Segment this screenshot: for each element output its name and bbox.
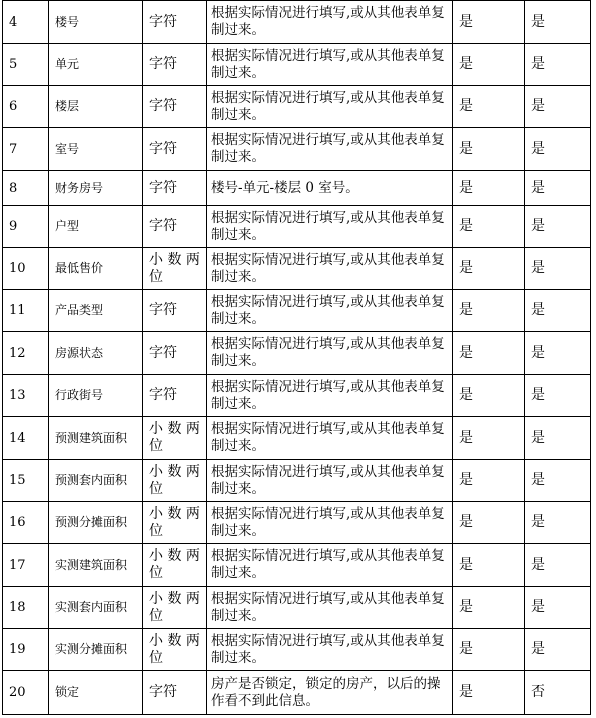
field-description: 根据实际情况进行填写,或从其他表单复制过来。	[207, 629, 453, 671]
row-number: 17	[3, 544, 49, 587]
field-name: 单元	[49, 44, 143, 86]
required-flag: 是	[453, 375, 525, 417]
field-type: 字符	[143, 332, 207, 375]
row-number: 8	[3, 171, 49, 206]
row-number: 15	[3, 460, 49, 502]
field-type: 小 数 两位	[143, 417, 207, 460]
field-type: 字符	[143, 375, 207, 417]
field-description: 根据实际情况进行填写,或从其他表单复制过来。	[207, 502, 453, 544]
field-description: 根据实际情况进行填写,或从其他表单复制过来。	[207, 44, 453, 86]
field-type: 字符	[143, 290, 207, 332]
field-name: 户型	[49, 206, 143, 248]
visible-flag: 是	[525, 375, 591, 417]
visible-flag: 是	[525, 502, 591, 544]
table-row	[3, 671, 591, 715]
visible-flag: 是	[525, 248, 591, 290]
field-name: 行政街号	[49, 375, 143, 417]
field-description: 根据实际情况进行填写,或从其他表单复制过来。	[207, 206, 453, 248]
required-flag: 是	[453, 460, 525, 502]
field-type: 字符	[143, 1, 207, 44]
field-type: 字符	[143, 671, 207, 715]
visible-flag: 是	[525, 86, 591, 128]
row-number: 16	[3, 502, 49, 544]
row-number: 12	[3, 332, 49, 375]
field-name: 产品类型	[49, 290, 143, 332]
row-number: 9	[3, 206, 49, 248]
table-row	[3, 1, 591, 44]
visible-flag: 是	[525, 587, 591, 629]
table-body	[3, 1, 591, 715]
row-number: 10	[3, 248, 49, 290]
table-row	[3, 128, 591, 171]
table-row	[3, 206, 591, 248]
field-name: 楼号	[49, 1, 143, 44]
field-type: 字符	[143, 171, 207, 206]
table-row	[3, 502, 591, 544]
visible-flag: 是	[525, 1, 591, 44]
row-number: 14	[3, 417, 49, 460]
visible-flag: 是	[525, 44, 591, 86]
row-number: 5	[3, 44, 49, 86]
table-row	[3, 44, 591, 86]
visible-flag: 是	[525, 629, 591, 671]
field-description: 根据实际情况进行填写,或从其他表单复制过来。	[207, 417, 453, 460]
table-row	[3, 375, 591, 417]
required-flag: 是	[453, 544, 525, 587]
field-name: 房源状态	[49, 332, 143, 375]
visible-flag: 是	[525, 544, 591, 587]
table-row	[3, 629, 591, 671]
field-description: 根据实际情况进行填写,或从其他表单复制过来。	[207, 1, 453, 44]
visible-flag: 是	[525, 460, 591, 502]
field-description: 根据实际情况进行填写,或从其他表单复制过来。	[207, 587, 453, 629]
required-flag: 是	[453, 502, 525, 544]
field-type: 小 数 两位	[143, 248, 207, 290]
table-row	[3, 86, 591, 128]
row-number: 4	[3, 1, 49, 44]
field-type: 字符	[143, 44, 207, 86]
table-row	[3, 171, 591, 206]
row-number: 6	[3, 86, 49, 128]
table-row	[3, 417, 591, 460]
field-name: 最低售价	[49, 248, 143, 290]
visible-flag: 是	[525, 206, 591, 248]
required-flag: 是	[453, 587, 525, 629]
visible-flag: 是	[525, 171, 591, 206]
row-number: 19	[3, 629, 49, 671]
field-type: 小 数 两位	[143, 460, 207, 502]
field-description: 根据实际情况进行填写,或从其他表单复制过来。	[207, 290, 453, 332]
required-flag: 是	[453, 671, 525, 715]
field-description: 楼号-单元-楼层 0 室号。	[207, 171, 453, 206]
row-number: 20	[3, 671, 49, 715]
table-row	[3, 332, 591, 375]
field-description: 根据实际情况进行填写,或从其他表单复制过来。	[207, 248, 453, 290]
field-name: 实测套内面积	[49, 587, 143, 629]
field-spec-table	[2, 0, 591, 715]
required-flag: 是	[453, 629, 525, 671]
field-description: 房产是否锁定，锁定的房产，以后的操作看不到此信息。	[207, 671, 453, 715]
table-row	[3, 248, 591, 290]
visible-flag: 是	[525, 290, 591, 332]
row-number: 18	[3, 587, 49, 629]
visible-flag: 否	[525, 671, 591, 715]
field-type: 小 数 两位	[143, 502, 207, 544]
required-flag: 是	[453, 290, 525, 332]
visible-flag: 是	[525, 128, 591, 171]
required-flag: 是	[453, 86, 525, 128]
visible-flag: 是	[525, 417, 591, 460]
field-type: 小 数 两位	[143, 587, 207, 629]
required-flag: 是	[453, 1, 525, 44]
field-name: 锁定	[49, 671, 143, 715]
field-name: 实测分摊面积	[49, 629, 143, 671]
field-name: 预测分摊面积	[49, 502, 143, 544]
field-description: 根据实际情况进行填写,或从其他表单复制过来。	[207, 128, 453, 171]
required-flag: 是	[453, 206, 525, 248]
visible-flag: 是	[525, 332, 591, 375]
field-name: 预测建筑面积	[49, 417, 143, 460]
row-number: 13	[3, 375, 49, 417]
field-name: 楼层	[49, 86, 143, 128]
field-description: 根据实际情况进行填写,或从其他表单复制过来。	[207, 332, 453, 375]
field-type: 小 数 两位	[143, 544, 207, 587]
field-type: 字符	[143, 128, 207, 171]
field-description: 根据实际情况进行填写,或从其他表单复制过来。	[207, 460, 453, 502]
field-type: 小 数 两位	[143, 629, 207, 671]
required-flag: 是	[453, 248, 525, 290]
required-flag: 是	[453, 332, 525, 375]
field-description: 根据实际情况进行填写,或从其他表单复制过来。	[207, 375, 453, 417]
field-type: 字符	[143, 206, 207, 248]
table-row	[3, 587, 591, 629]
field-name: 预测套内面积	[49, 460, 143, 502]
required-flag: 是	[453, 171, 525, 206]
field-name: 实测建筑面积	[49, 544, 143, 587]
table-row	[3, 460, 591, 502]
required-flag: 是	[453, 44, 525, 86]
field-name: 室号	[49, 128, 143, 171]
table-row	[3, 290, 591, 332]
row-number: 11	[3, 290, 49, 332]
field-name: 财务房号	[49, 171, 143, 206]
field-description: 根据实际情况进行填写,或从其他表单复制过来。	[207, 86, 453, 128]
field-description: 根据实际情况进行填写,或从其他表单复制过来。	[207, 544, 453, 587]
required-flag: 是	[453, 417, 525, 460]
table-row	[3, 544, 591, 587]
required-flag: 是	[453, 128, 525, 171]
field-type: 字符	[143, 86, 207, 128]
row-number: 7	[3, 128, 49, 171]
